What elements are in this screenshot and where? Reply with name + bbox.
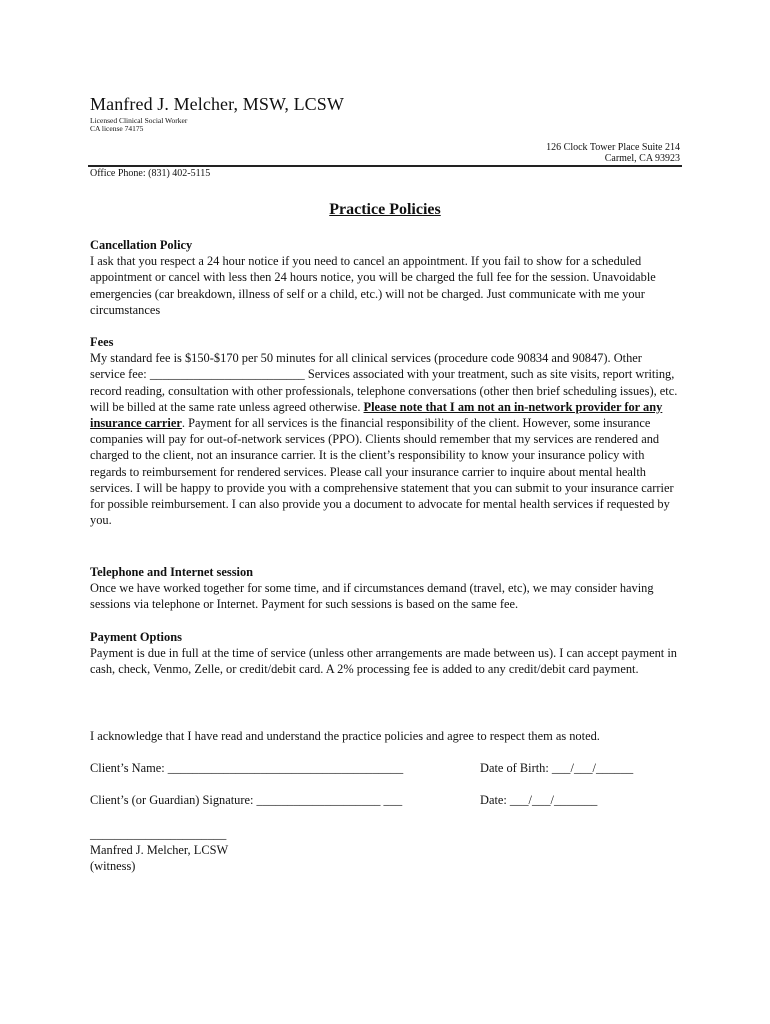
address-line-1: 126 Clock Tower Place Suite 214	[546, 142, 680, 153]
credential-line-1: Licensed Clinical Social Worker	[90, 116, 188, 125]
fees-body-part1: My standard fee is $150-$170 per 50 minutes for all clinical services (procedure code 90834 and 90847). Other service fee: _________________________ Services associated with your treatment, such as site visits, report writing, record reading, consultation with other professionals, telephone conversations (other then brief scheduling issues), etc. will be billed at the same rate unless agreed otherwise.	[90, 351, 678, 414]
witness-signature-line[interactable]: ______________________	[90, 827, 227, 841]
client-name-field[interactable]: Client’s Name: ______________________________________	[90, 761, 404, 775]
office-phone: Office Phone: (831) 402-5115	[90, 168, 211, 179]
fees-body-part2: . Payment for all services is the financial responsibility of the client. However, some insurance companies will pay for out-of-network services (PPO). Clients should remember that my services are rendered and charged to the client, not an insurance carrier. It is the client’s responsibility to know your insurance policy with regards to reimbursement for rendered services. Please call your insurance carrier to inquire about mental health services. I will be happy to provide you with a comprehensive statement that you can submit to your insurance carrier for possible reimbursement. I can also provide you a document to advocate for mental health services if requested by you.	[90, 416, 674, 528]
witness-role: (witness)	[90, 859, 136, 873]
date-field[interactable]: Date: ___/___/_______	[480, 793, 598, 807]
signature-field[interactable]: Client’s (or Guardian) Signature: ____________________ ___	[90, 793, 403, 807]
cancellation-heading: Cancellation Policy	[90, 238, 193, 252]
payment-body: Payment is due in full at the time of service (unless other arrangements are made between us). I can accept payment in cash, check, Venmo, Zelle, or credit/debit card. A 2% processing fee is added to any credit/debit card payment.	[90, 646, 677, 677]
acknowledgement-text: I acknowledge that I have read and understand the practice policies and agree to respect them as noted.	[90, 729, 600, 743]
fees-body	[90, 350, 680, 528]
credential-line-2: CA license 74175	[90, 124, 144, 133]
fees-heading: Fees	[90, 335, 114, 349]
header-divider	[88, 165, 682, 167]
cancellation-body: I ask that you respect a 24 hour notice if you need to cancel an appointment. If you fail to show for a scheduled appointment or cancel with less then 24 hours notice, you will be charged the full fee for the session. Unavoidable emergencies (car breakdown, illness of self or a child, etc.) will not be charged. Just communicate with me your circumstances	[90, 254, 656, 317]
payment-heading: Payment Options	[90, 630, 182, 644]
cancellation-section	[90, 237, 680, 318]
telephone-body: Once we have worked together for some time, and if circumstances demand (travel, etc), we may consider having sessions via telephone or Internet. Payment for such sessions is based on the same fee.	[90, 581, 654, 612]
witness-name: Manfred J. Melcher, LCSW	[90, 843, 229, 857]
telephone-heading: Telephone and Internet session	[90, 565, 254, 579]
fees-section	[90, 334, 680, 528]
telephone-section	[90, 564, 680, 613]
provider-name: Manfred J. Melcher, MSW, LCSW	[90, 94, 344, 114]
fees-in-network-notice: Please note that I am not an in-network provider for any insurance carrier	[90, 399, 663, 431]
page-title: Practice Policies	[329, 201, 441, 218]
payment-section	[90, 629, 680, 678]
address-line-2: Carmel, CA 93923	[604, 153, 680, 164]
date-of-birth-field[interactable]: Date of Birth: ___/___/______	[480, 761, 634, 775]
